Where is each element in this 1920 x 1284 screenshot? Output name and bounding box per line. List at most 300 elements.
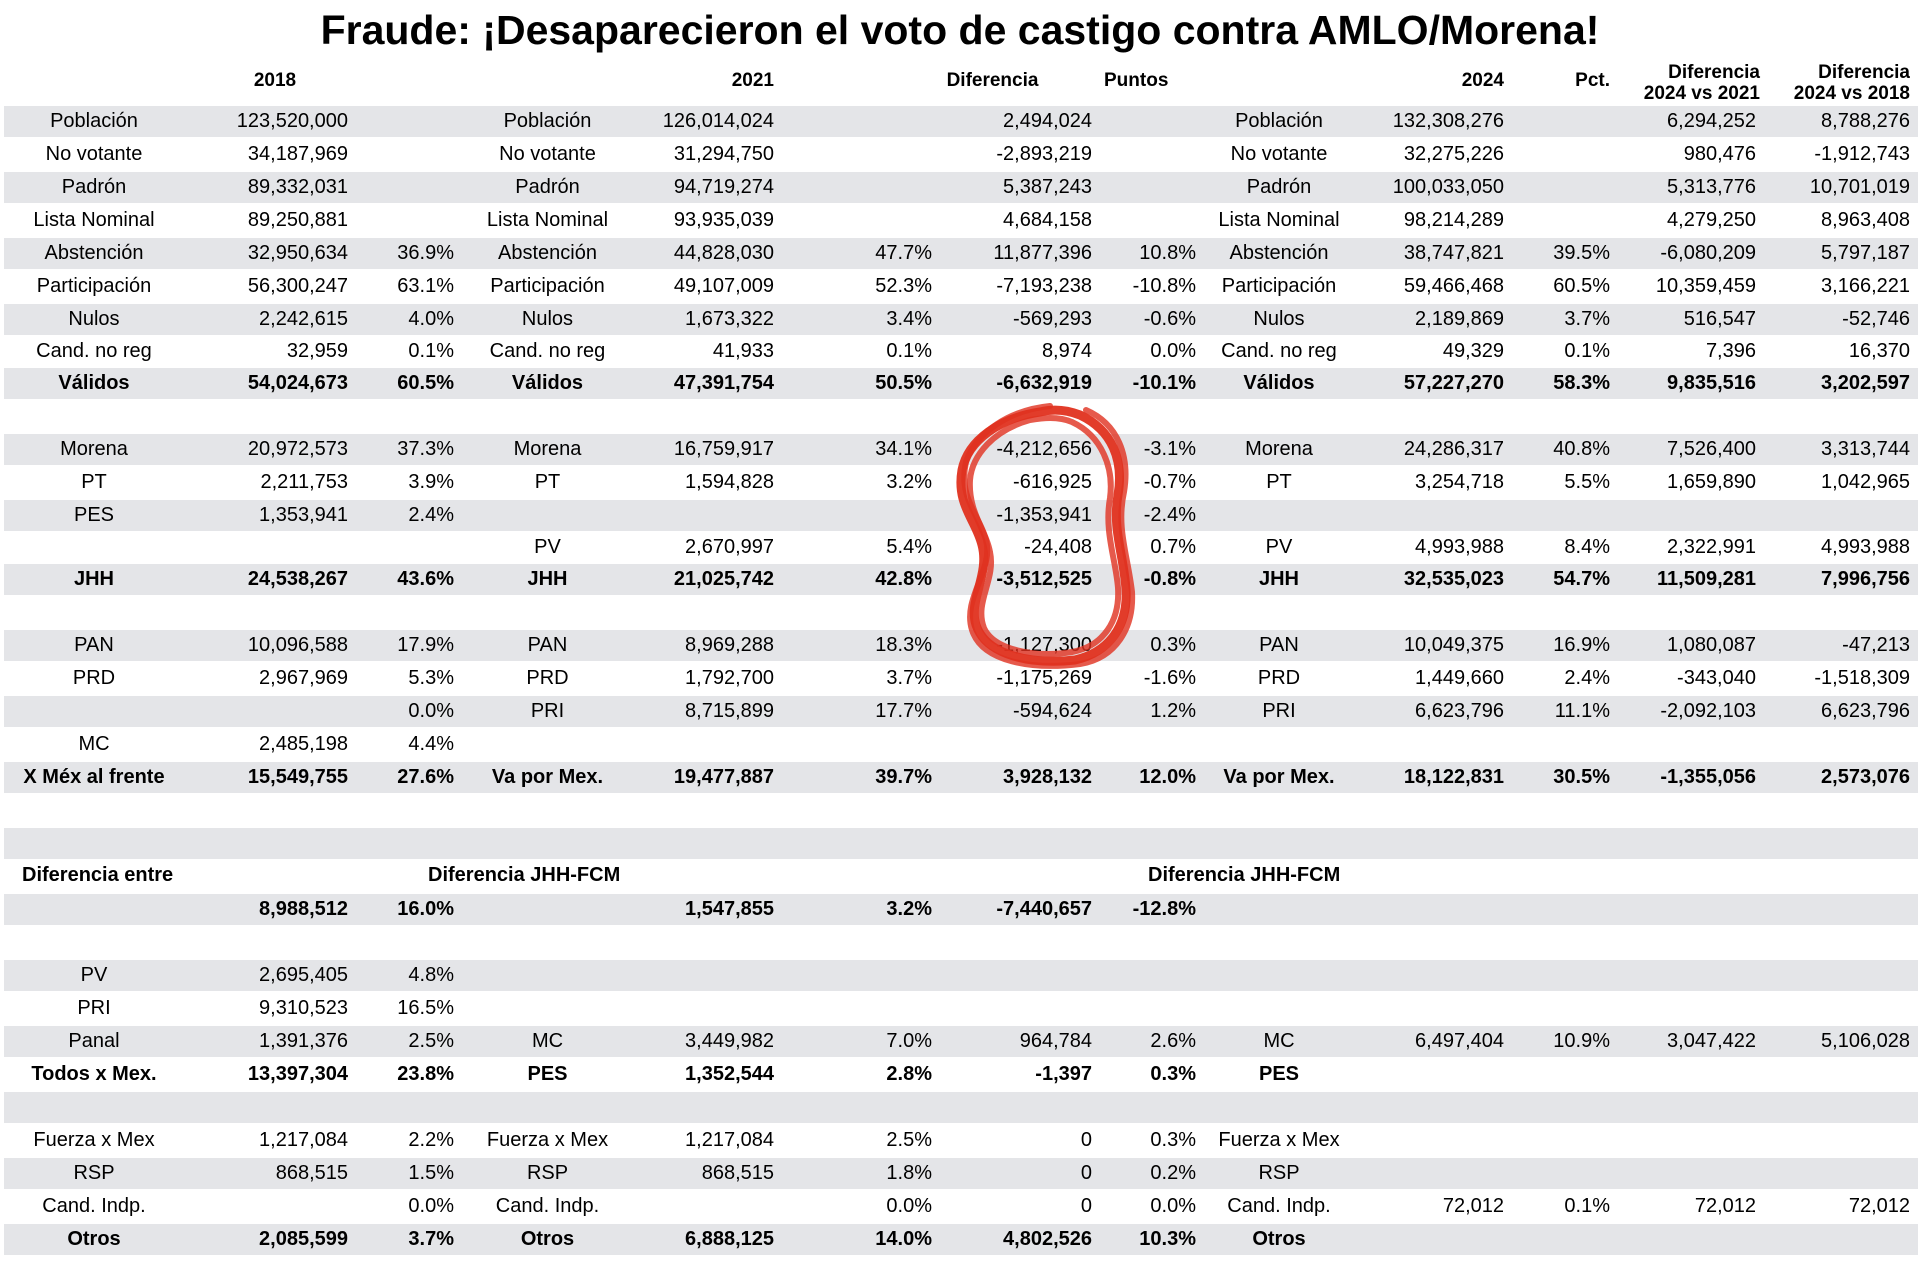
cell-value-2024: 38,747,821 [1403,242,1504,264]
cell-label-2021: PV [534,536,561,558]
cell-value-2024: 6,623,796 [1415,700,1504,722]
cell-label-2018: Panal [68,1030,120,1052]
cell-dif-2024-2021: 10,359,459 [1655,275,1756,297]
cell-puntos: -10.1% [1132,372,1196,394]
cell-diferencia: -1,175,269 [996,667,1092,689]
cell-label-2018: Válidos [58,372,130,394]
cell-pct-2018: 27.6% [397,766,454,788]
cell-diferencia: -6,632,919 [996,372,1092,394]
cell-dif-2024-2018: -52,746 [1842,308,1910,330]
cell-value-2024: 49,329 [1442,340,1504,362]
cell-pct-2021: 3.7% [886,667,932,689]
cell-pct-2018: 43.6% [397,568,454,590]
cell-label-2021: Otros [520,1228,575,1250]
cell-pct-2021: 0.0% [886,1195,932,1217]
cell-dif-2024-2018: 3,313,744 [1821,438,1910,460]
cell-value-2021: 41,933 [712,340,774,362]
cell-diferencia: -2,893,219 [996,143,1092,165]
cell-label-2024: Nulos [1253,308,1305,330]
cell-value-2018: 32,950,634 [247,242,348,264]
cell-value-2018: 10,096,588 [247,634,348,656]
cell-value-2021: 94,719,274 [673,176,774,198]
cell-dif-2024-2018: 8,788,276 [1821,110,1910,132]
table-row [4,762,1918,793]
table-row [4,368,1918,399]
cell-pct-2021: 18.3% [875,634,932,656]
cell-pct-2018: 2.2% [408,1129,454,1151]
cell-dif-2024-2021: 5,313,776 [1667,176,1756,198]
cell-dif-2024-2018: 16,370 [1848,340,1910,362]
cell-value-2024: 32,275,226 [1403,143,1504,165]
cell-label-2018: No votante [45,143,143,165]
cell-label-2024: Otros [1252,1228,1306,1250]
cell-label-2021: MC [531,1030,564,1052]
cell-dif-2024-2018: 7,996,756 [1821,568,1910,590]
cell-puntos: 12.0% [1139,766,1196,788]
cell-label-2024: PT [1266,471,1292,493]
cell-dif-2024-2018: 8,963,408 [1821,209,1910,231]
cell-pct-2021: 0.1% [886,340,932,362]
cell-puntos: 0.0% [1150,1195,1196,1217]
cell-dif-2024-2021: 72,012 [1694,1195,1756,1217]
cell-pct-2018: 0.1% [408,340,454,362]
cell-diferencia: -594,624 [1013,700,1092,722]
cell-diferencia: -3,512,525 [996,568,1092,590]
cell-value-2018: 24,538,267 [247,568,348,590]
cell-pct-2018: 16.5% [397,997,454,1019]
cell-pct-2021: 17.7% [875,700,932,722]
cell-value-2021: 1,673,322 [685,308,774,330]
cell-dif-2024-2021: -1,355,056 [1660,766,1756,788]
table-row [4,828,1918,859]
cell-label-2021: Lista Nominal [486,209,609,231]
cell-label-2024: Morena [1245,438,1313,460]
cell-value-2021: 3,449,982 [685,1030,774,1052]
cell-pct-2018: 4.0% [408,308,454,330]
header-puntos: Puntos [1104,70,1169,91]
cell-dif-2024-2021: 3,047,422 [1667,1030,1756,1052]
cell-value-2018: 2,242,615 [259,308,348,330]
cell-puntos: 2.6% [1150,1030,1196,1052]
table-row [4,434,1918,465]
cell-value-2018: 123,520,000 [236,110,348,132]
cell-pct-2018: 0.0% [408,1195,454,1217]
cell-label-2018: PES [73,504,115,526]
cell-dif-2024-2018: -1,518,309 [1814,667,1910,689]
cell-puntos: 0.7% [1150,536,1196,558]
table-row [4,663,1918,694]
cell-value-2024: 72,012 [1442,1195,1504,1217]
header-pct: Pct. [1575,70,1610,91]
cell-label-2024: Cand. Indp. [1227,1195,1331,1217]
cell-value-2018: 54,024,673 [247,372,348,394]
cell-label-2024: Abstención [1229,242,1329,264]
cell-label-2021: PES [527,1063,568,1085]
cell-dif-2024-2021: 4,279,250 [1667,209,1756,231]
table-row [4,106,1918,137]
table-row [4,139,1918,170]
cell-pct-2021: 3.4% [886,308,932,330]
cell-label-2021: RSP [526,1162,569,1184]
cell-pct-2024: 0.1% [1564,340,1610,362]
cell-dif-2024-2018: 4,993,988 [1821,536,1910,558]
cell-diferencia: 4,684,158 [1003,209,1092,231]
table-row [4,205,1918,236]
cell-dif-2024-2018: 72,012 [1848,1195,1910,1217]
cell-pct-2021: 2.5% [886,1129,932,1151]
cell-value-2024: 32,535,023 [1403,568,1504,590]
cell-value-2018: 2,485,198 [259,733,348,755]
cell-label-2024: RSP [1258,1162,1300,1184]
cell-puntos: -2.4% [1143,504,1196,526]
table-row [4,500,1918,531]
cell-dif-2024-2021: 516,547 [1683,308,1756,330]
cell-pct-2024: 30.5% [1553,766,1610,788]
cell-pct-2024: 2.4% [1564,667,1610,689]
table-row [4,795,1918,826]
cell-dif-2024-2018: 2,573,076 [1821,766,1910,788]
cell-pct-2024: 3.7% [1564,308,1610,330]
cell-label-2021: Cand. Indp. [495,1195,600,1217]
cell-pct-2021: 52.3% [875,275,932,297]
cell-label-2024: Válidos [1243,372,1315,394]
cell-diferencia: -616,925 [1013,471,1092,493]
cell-dif-2024-2018: 5,797,187 [1821,242,1910,264]
cell-value-2018: 89,332,031 [247,176,348,198]
cell-dif-2024-2018: 5,106,028 [1821,1030,1910,1052]
cell-diferencia: 964,784 [1019,1030,1092,1052]
cell-value-2021: 6,888,125 [685,1228,774,1250]
cell-value-2018: 2,695,405 [259,964,348,986]
cell-label-2024: PRI [1262,700,1296,722]
cell-value-2021: 21,025,742 [673,568,774,590]
cell-dif-2024-2021: 6,294,252 [1667,110,1756,132]
cell-dif-2024-2018: 1,042,965 [1821,471,1910,493]
cell-label-2024: Población [1235,110,1323,132]
cell-value-2024: 10,049,375 [1403,634,1504,656]
cell-label-2024: No votante [1230,143,1328,165]
cell-label-2018: Abstención [44,242,144,264]
table-row [4,564,1918,595]
cell-label-2018: Fuerza x Mex [33,1129,155,1151]
cell-label-2024: PAN [1259,634,1299,656]
header-2024: 2024 [1461,70,1504,91]
cell-label-2018: Otros [67,1228,121,1250]
cell-value-2018: 9,310,523 [259,997,348,1019]
table-row [4,532,1918,563]
cell-pct-2021: 39.7% [875,766,932,788]
cell-pct-2021: 47.7% [875,242,932,264]
cell-value-2018: 1,353,941 [259,504,348,526]
cell-value-2021: 31,294,750 [673,143,774,165]
cell-label-2021: Participación [490,275,605,297]
cell-label-2024: Padrón [1246,176,1312,198]
cell-value-2018: 1,391,376 [259,1030,348,1052]
cell-label-2018: Morena [60,438,128,460]
cell-label-2018: Todos x Mex. [31,1063,157,1085]
cell-puntos: 0.3% [1150,634,1196,656]
header-2021: 2021 [731,70,774,91]
cell-diferencia: 2,494,024 [1003,110,1092,132]
cell-value-2021: 2,670,997 [685,536,774,558]
label-dif-jhh-fcm-right: Diferencia JHH-FCM [1148,864,1341,886]
table-row [4,960,1918,991]
cell-label-2018: Padrón [61,176,127,198]
cell-diferencia: 0 [1080,1195,1092,1217]
table-row [4,1026,1918,1057]
cell-pct-2021: 50.5% [875,372,932,394]
cell-value-2018: 2,085,599 [259,1228,348,1250]
cell-pct-2018: 5.3% [408,667,454,689]
cell-label-2024: Fuerza x Mex [1218,1129,1340,1151]
cell-value-2024: 57,227,270 [1403,372,1504,394]
table-row [4,401,1918,432]
cell-label-2024: PES [1258,1063,1300,1085]
header-dif-2024-2018-line2: 2024 vs 2018 [1793,83,1910,104]
cell-value-2018: 20,972,573 [247,438,348,460]
cell-label-2024: Va por Mex. [1223,766,1335,788]
table-row [4,1191,1918,1222]
cell-value-2024: 98,214,289 [1403,209,1504,231]
cell-label-2024: PRD [1257,667,1301,689]
cell-pct-2021: 3.2% [886,471,932,493]
cell-value-2024: 3,254,718 [1415,471,1504,493]
cell-diferencia: 0 [1080,1129,1092,1151]
cell-value-2021: 126,014,024 [662,110,774,132]
table-row [4,304,1918,335]
cell-value-2024: 2,189,869 [1415,308,1504,330]
cell-value-2021: 93,935,039 [673,209,774,231]
cell-dif-2024-2021: 1,080,087 [1667,634,1756,656]
cell-label-2018: MC [78,733,110,755]
cell-puntos: 1.2% [1150,700,1196,722]
cell-label-2018: Nulos [68,308,120,330]
cell-diferencia: 11,877,396 [993,242,1092,264]
cell-value-2021: 19,477,887 [673,766,774,788]
cell-value-2024: 6,497,404 [1415,1030,1504,1052]
table-row [4,894,1918,925]
cell-pct-2024: 40.8% [1553,438,1610,460]
cell-pct-2021: 7.0% [886,1030,932,1052]
cell-dif-2024-2018: 10,701,019 [1809,176,1910,198]
cell-value-2024: 100,033,050 [1392,176,1504,198]
cell-pct-2018: 23.8% [397,1063,454,1085]
cell-puntos: -1.6% [1143,667,1196,689]
cell-value-2021: 1,217,084 [685,1129,774,1151]
cell-label-2018: X Méx al frente [23,766,165,788]
cell-pct-2024: 10.9% [1553,1030,1610,1052]
table-row [4,927,1918,958]
cell-dif-2024-2021: -6,080,209 [1660,242,1756,264]
cell-label-2018: PV [80,964,108,986]
cell-pct-2021: 2.8% [886,1063,932,1085]
cell-label-2021: Cand. no reg [489,340,606,362]
cell-label-2018: Participación [36,275,152,297]
cell-diferencia: -7,440,657 [996,898,1092,920]
cell-pct-2018: 16.0% [397,898,454,920]
cell-pct-2018: 37.3% [397,438,454,460]
cell-value-2024: 59,466,468 [1403,275,1504,297]
cell-value-2021: 868,515 [701,1162,774,1184]
cell-label-2021: Válidos [511,372,584,394]
cell-value-2018: 32,959 [286,340,348,362]
cell-label-2021: JHH [527,568,568,590]
cell-value-2021: 8,715,899 [685,700,774,722]
cell-dif-2024-2018: 6,623,796 [1821,700,1910,722]
table-row [4,993,1918,1024]
header-dif-2024-2021-line1: Diferencia [1668,62,1760,83]
cell-pct-2018: 0.0% [408,700,454,722]
cell-label-2021: PRI [530,700,565,722]
cell-label-2018: PRI [77,997,111,1019]
table-row [4,271,1918,302]
cell-label-2021: Fuerza x Mex [486,1129,609,1151]
cell-pct-2024: 0.1% [1564,1195,1610,1217]
cell-label-2018: PRD [72,667,116,689]
cell-label-2018: PT [81,471,107,493]
cell-value-2024: 4,993,988 [1415,536,1504,558]
cell-value-2018: 56,300,247 [247,275,348,297]
cell-value-2021: 8,969,288 [685,634,774,656]
cell-puntos: 10.8% [1139,242,1196,264]
cell-puntos: 0.3% [1150,1129,1196,1151]
cell-pct-2021: 5.4% [886,536,932,558]
header-dif-2024-2021 [1600,62,1760,104]
table-row [4,467,1918,498]
cell-dif-2024-2021: 1,659,890 [1667,471,1756,493]
cell-pct-2018: 17.9% [397,634,454,656]
cell-puntos: -0.8% [1143,568,1196,590]
cell-label-2021: Morena [513,438,582,460]
cell-label-2018: JHH [73,568,114,590]
cell-pct-2024: 39.5% [1553,242,1610,264]
cell-dif-2024-2021: 9,835,516 [1667,372,1756,394]
cell-value-2018: 89,250,881 [247,209,348,231]
cell-puntos: 10.3% [1139,1228,1196,1250]
cell-pct-2021: 42.8% [875,568,932,590]
cell-label-2024: JHH [1258,568,1299,590]
table-row [4,696,1918,727]
cell-value-2021: 1,352,544 [685,1063,774,1085]
cell-pct-2024: 54.7% [1553,568,1610,590]
cell-value-2018: 2,967,969 [259,667,348,689]
cell-label-2021: Nulos [521,308,574,330]
cell-pct-2021: 1.8% [886,1162,932,1184]
cell-puntos: 0.0% [1150,340,1196,362]
cell-label-2021: Va por Mex. [491,766,604,788]
cell-puntos: -12.8% [1132,898,1196,920]
table-row [4,861,1918,892]
table-row [4,1059,1918,1090]
cell-value-2021: 44,828,030 [673,242,774,264]
cell-pct-2024: 16.9% [1553,634,1610,656]
cell-value-2021: 49,107,009 [673,275,774,297]
cell-pct-2024: 58.3% [1553,372,1610,394]
cell-pct-2024: 11.1% [1554,700,1610,722]
cell-dif-2024-2018: -47,213 [1842,634,1910,656]
table-row [4,336,1918,367]
cell-value-2018: 13,397,304 [247,1063,348,1085]
cell-dif-2024-2021: 7,526,400 [1667,438,1756,460]
cell-pct-2018: 60.5% [397,372,454,394]
table-row [4,630,1918,661]
cell-label-2021: Población [503,110,592,132]
table-row [4,597,1918,628]
header-dif-2024-2018 [1740,62,1910,104]
cell-diferencia: 5,387,243 [1003,176,1092,198]
cell-diferencia: -1,353,941 [996,504,1092,526]
header-dif-2024-2018-line1: Diferencia [1818,62,1910,83]
cell-puntos: -3.1% [1143,438,1196,460]
cell-value-2021: 1,792,700 [685,667,774,689]
cell-dif-2024-2021: -343,040 [1677,667,1756,689]
cell-label-2018: Lista Nominal [33,209,155,231]
cell-dif-2024-2021: -2,092,103 [1660,700,1756,722]
cell-pct-2021: 3.2% [886,898,932,920]
cell-diferencia: -1,127,300 [996,634,1092,656]
cell-puntos: -10.8% [1132,275,1196,297]
cell-pct-2024: 60.5% [1553,275,1610,297]
header-dif-2024-2021-line2: 2024 vs 2021 [1643,83,1760,104]
cell-value-2024: 1,449,660 [1415,667,1504,689]
cell-pct-2024: 8.4% [1564,536,1610,558]
cell-puntos: 0.3% [1150,1063,1196,1085]
cell-value-2024: 18,122,831 [1403,766,1504,788]
cell-label-2021: No votante [499,143,596,165]
cell-label-2024: PV [1265,536,1293,558]
cell-pct-2018: 2.5% [408,1030,454,1052]
header-2018: 2018 [253,70,297,91]
cell-diferencia: -1,397 [1035,1063,1092,1085]
cell-diferencia: 4,802,526 [1003,1228,1092,1250]
cell-dif-2024-2021: 980,476 [1683,143,1756,165]
cell-dif-2024-2021: 2,322,991 [1667,536,1756,558]
cell-puntos: 0.2% [1150,1162,1196,1184]
page-title: Fraude: ¡Desaparecieron el voto de castigo contra AMLO/Morena! [320,7,1600,53]
cell-diferencia: 8,974 [1041,340,1092,362]
cell-diferencia: 0 [1080,1162,1092,1184]
cell-pct-2018: 36.9% [397,242,454,264]
cell-dif-2024-2018: -1,912,743 [1814,143,1910,165]
cell-value-2018: 15,549,755 [247,766,348,788]
cell-label-2021: Padrón [515,176,580,198]
cell-value-2021: 47,391,754 [673,372,774,394]
cell-dif-2024-2018: 3,202,597 [1821,372,1910,394]
cell-diferencia: 3,928,132 [1003,766,1092,788]
cell-label-2018: Población [50,110,138,132]
cell-pct-2018: 2.4% [408,504,454,526]
cell-label-2024: Participación [1221,275,1337,297]
cell-label-2021: PT [534,471,561,493]
cell-label-2021: Abstención [498,242,597,264]
table-row [4,1158,1918,1189]
table-row [4,1125,1918,1156]
cell-value-2018: 1,217,084 [259,1129,348,1151]
table-row [4,238,1918,269]
cell-label-2024: Cand. no reg [1221,340,1337,362]
cell-label-2024: MC [1263,1030,1295,1052]
cell-value-2021: 1,594,828 [685,471,774,493]
cell-value-2021: 1,547,855 [685,898,774,920]
cell-puntos: -0.6% [1143,308,1196,330]
cell-value-2021: 16,759,917 [673,438,774,460]
cell-value-2018: 868,515 [275,1162,348,1184]
cell-pct-2021: 34.1% [875,438,932,460]
cell-diferencia: -24,408 [1024,536,1092,558]
cell-puntos: -0.7% [1143,471,1196,493]
cell-value-2018: 34,187,969 [247,143,348,165]
cell-diferencia: -569,293 [1013,308,1092,330]
